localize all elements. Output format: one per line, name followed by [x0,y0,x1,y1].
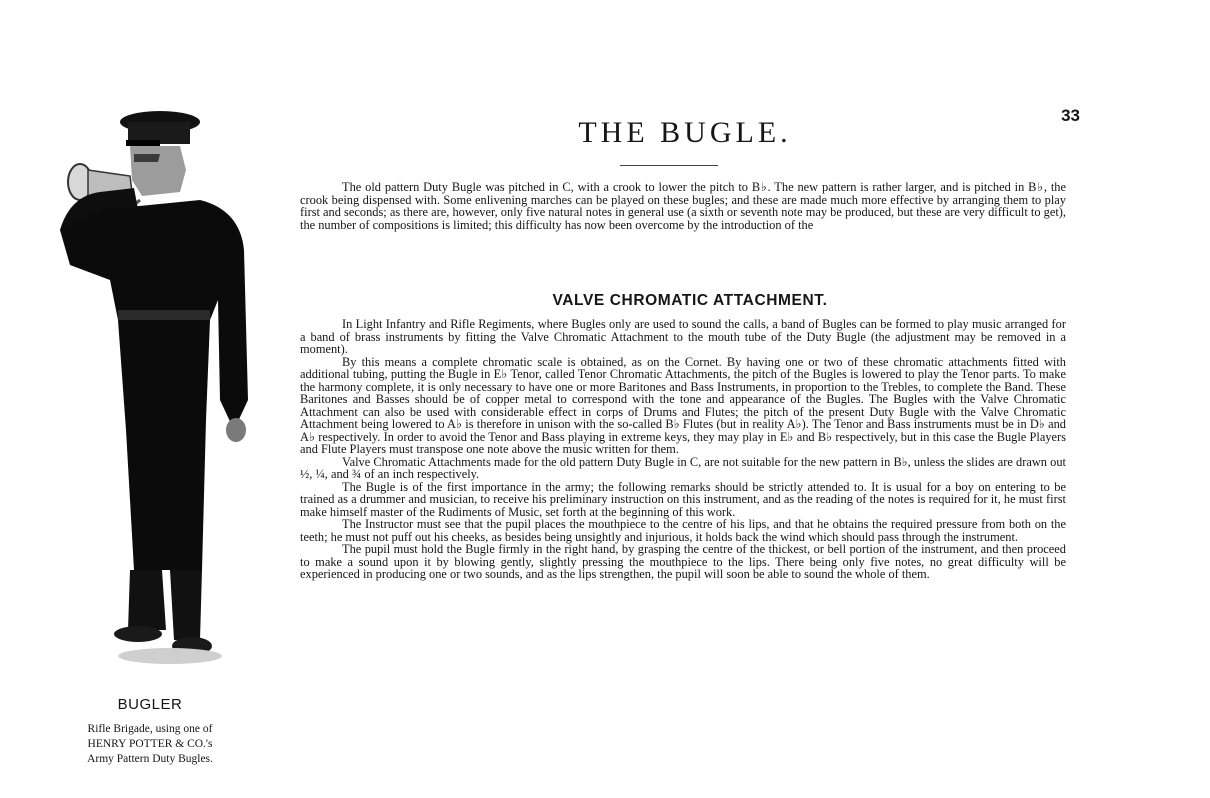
caption-line-1: Rifle Brigade, using one of [87,723,213,735]
page-number: 33 [1061,106,1080,125]
paragraph: In Light Infantry and Rifle Regiments, where Bugles only are used to sound the calls, a band of Bugles can be formed to play music arranged for a band of brass instruments by fitting the Valve Chromatic Attachment to the mouth tube of the Duty Bugle (the adjustment may be removed in a moment). [300,317,1066,356]
paragraph: Valve Chromatic Attachments made for the old pattern Duty Bugle in C, are not suitable for the new pattern in B♭, unless the slides are drawn out ½, ¼, and ¾ of an inch respectively. [300,454,1066,481]
caption-title: BUGLER [117,696,183,713]
section-heading: VALVE CHROMATIC ATTACHMENT. [552,292,828,309]
paragraph: By this means a complete chromatic scale is obtained, as on the Cornet. By having one or two of these chromatic attachments fitted with additional tubing, putting the Bugle in E♭ Tenor, called Tenor Chromatic Attachments, the pitch of the Bugles is lowered to play the Tenor parts. To make the harmony complete, it is only necessary to have one or more Baritones and Bass Instruments, in proportion to the Trebles, to complete the Band. These Baritones and Basses should be of copper metal to correspond with the tone and appearance of the Bugles. The Bugles with the Valve Chromatic Attachment can also be used with considerable effect in corps of Drums and Flutes; the pitch of the present Duty Bugle with the Valve Chromatic Attachment being lowered to A♭ is therefore in unison with the so-called B♭ Flutes (but in reality A♭). The Tenor and Bass instruments must be in D♭ and A♭ respectively. In order to avoid the Tenor and Bass playing in extreme keys, they may play in E♭ and B♭ respectively, but in this case the Bugle Players and Flute Players must transpose one note above the music written for them. [300,354,1066,456]
caption-line-2: HENRY POTTER & CO.'s [87,738,213,750]
intro-text [300,181,1066,231]
paragraph: The Instructor must see that the pupil places the mouthpiece to the centre of his lips, and that he obtains the required pressure from both on the teeth; he must not puff out his cheeks, as besides being unsightly and injurious, it holds back the wind which should pass through the instrument. [300,517,1066,544]
caption-line-3: Army Pattern Duty Bugles. [87,753,213,765]
page-title: THE BUGLE. [578,116,792,149]
paragraph: The Bugle is of the first importance in the army; the following remarks should be strictly attended to. It is usual for a boy on entering to be trained as a drummer and musician, to receive his preliminary instruction on this instrument, and as the reading of the notes is required for it, he must first make himself master of the Rudiments of Music, set forth at the beginning of this work. [300,479,1066,519]
intro-paragraph: The old pattern Duty Bugle was pitched in C, with a crook to lower the pitch to B♭. The new pattern is rather larger, and is pitched in B♭, the crook being dispensed with. Some enlivening marches can be played on these bugles; and these are made much more effective by arranging them to play first and seconds; as there are, however, only five natural notes in general use (a sixth or seventh note may be produced, but these are very difficult to get), the number of compositions is limited; this difficulty has now been overcome by the introduction of the [300,180,1066,232]
bugler-figure-icon [30,100,270,680]
title-divider [620,165,718,166]
paragraph: The pupil must hold the Bugle firmly in the right hand, by grasping the centre of the thickest, or bell portion of the instrument, and then proceed to make a sound upon it by blowing gently, slightly pressing the mouthpiece to the lips. There being only five notes, no great difficulty will be experienced in producing one or two sounds, and as the lips strengthen, the pupil will soon be able to sound the whole of them. [300,542,1066,581]
main-text [300,318,1066,581]
bugler-illustration [30,100,270,680]
